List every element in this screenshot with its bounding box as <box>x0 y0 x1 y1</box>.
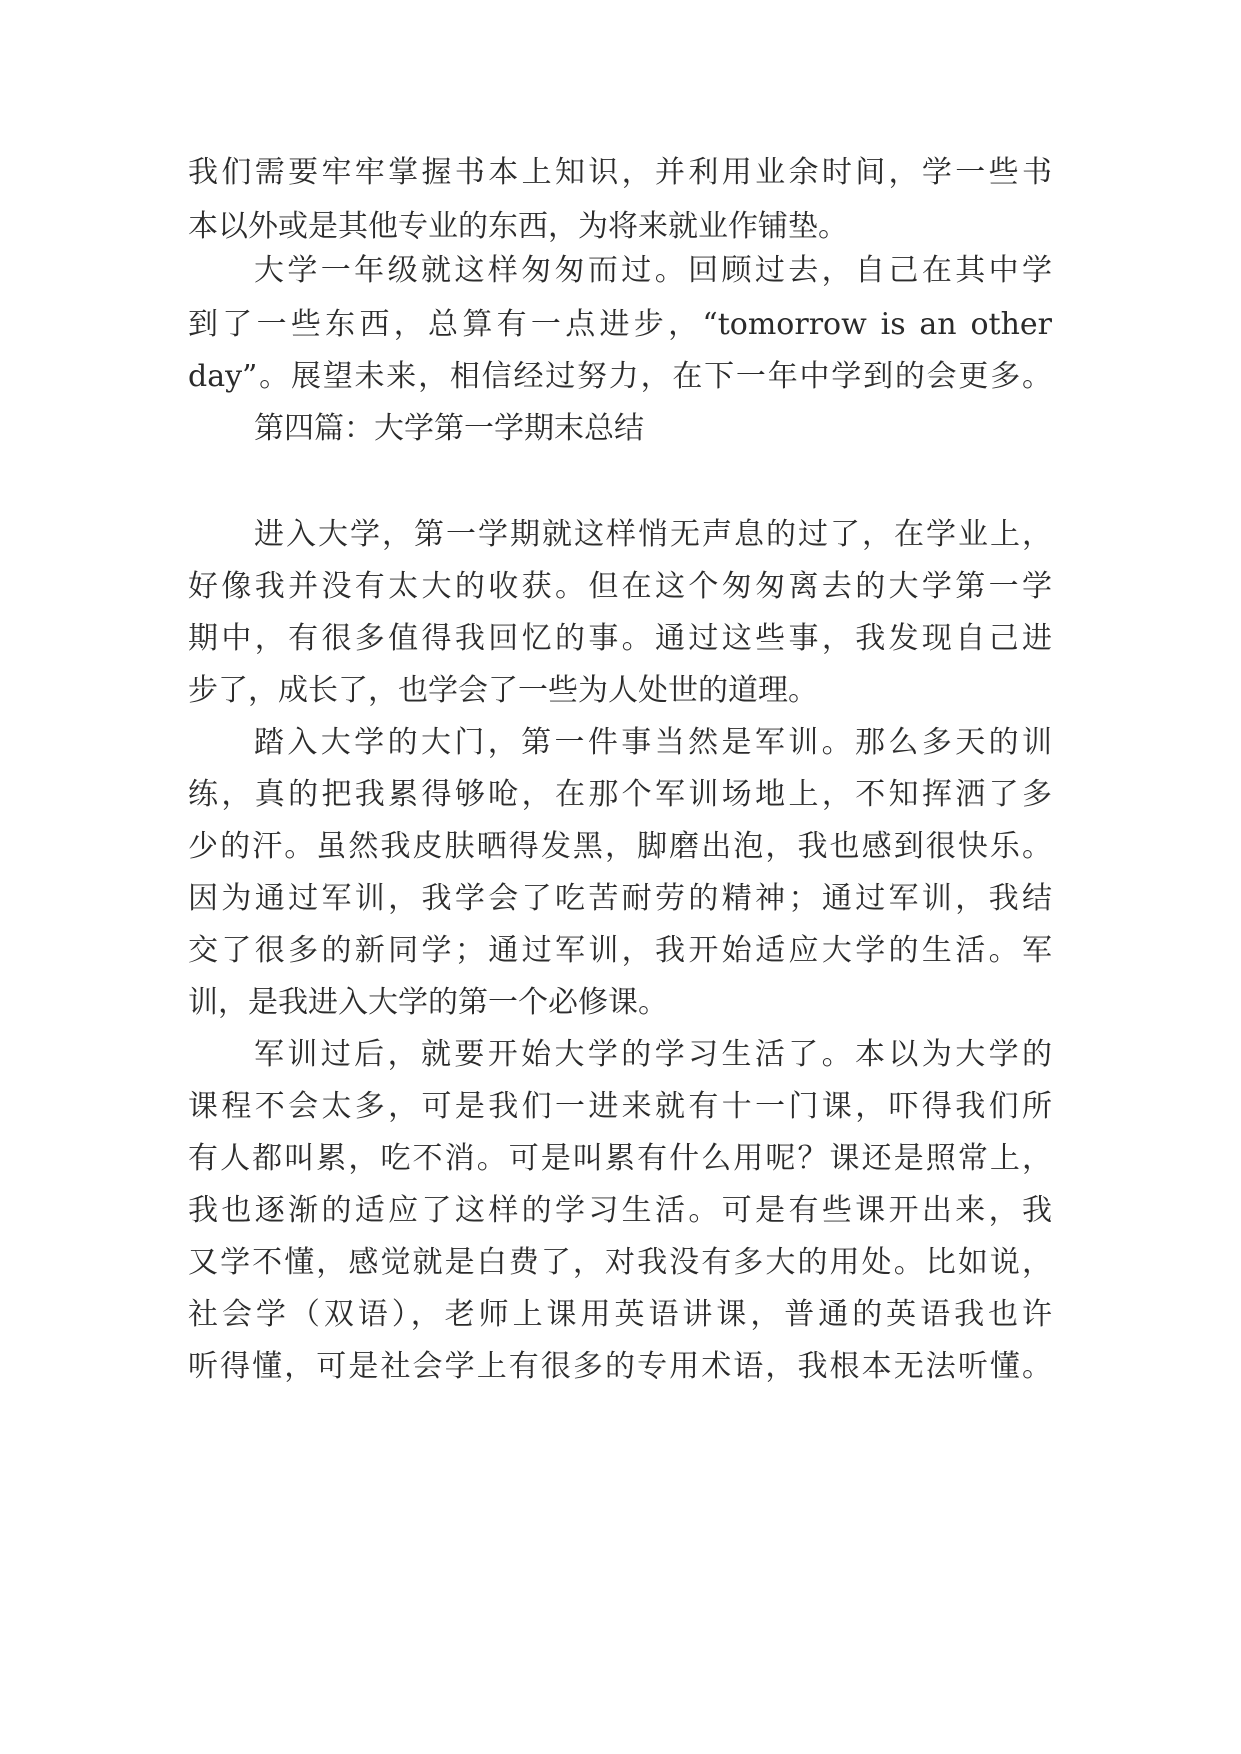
paragraph-first-line: 大学一年级就这样匆匆而过。回顾过去，自己在其中学 <box>254 253 1052 288</box>
text-line: 社会学（双语），老师上课用英语讲课，普通的英语我也许 <box>188 1297 1052 1332</box>
text-line: 因为通过军训，我学会了吃苦耐劳的精神；通过军训，我结 <box>188 881 1052 916</box>
text-line: 交了很多的新同学；通过军训，我开始适应大学的生活。军 <box>188 933 1052 968</box>
text-line: 期中，有很多值得我回忆的事。通过这些事，我发现自己进 <box>188 621 1052 656</box>
text-line: 练，真的把我累得够呛，在那个军训场地上，不知挥洒了多 <box>188 777 1052 812</box>
text-line: 到了一些东西，总算有一点进步，“tomorrow is an other <box>188 307 1052 342</box>
text-line: 步了，成长了，也学会了一些为人处世的道理。 <box>188 673 818 708</box>
text-line: 课程不会太多，可是我们一进来就有十一门课，吓得我们所 <box>188 1089 1052 1124</box>
text-line: 听得懂，可是社会学上有很多的专用术语，我根本无法听懂。 <box>188 1349 1052 1384</box>
text-line: 本以外或是其他专业的东西，为将来就业作铺垫。 <box>188 209 848 244</box>
paragraph-first-line: 军训过后，就要开始大学的学习生活了。本以为大学的 <box>254 1037 1052 1072</box>
text-line: 我们需要牢牢掌握书本上知识，并利用业余时间，学一些书 <box>188 155 1052 190</box>
text-line: day”。展望未来，相信经过努力，在下一年中学到的会更多。 <box>188 359 1052 394</box>
text-line: 好像我并没有太大的收获。但在这个匆匆离去的大学第一学 <box>188 569 1052 604</box>
text-line: 有人都叫累，吃不消。可是叫累有什么用呢？课还是照常上， <box>188 1141 1052 1176</box>
text-line: 训，是我进入大学的第一个必修课。 <box>188 985 668 1020</box>
text-line: 我也逐渐的适应了这样的学习生活。可是有些课开出来，我 <box>188 1193 1052 1228</box>
paragraph-first-line: 踏入大学的大门，第一件事当然是军训。那么多天的训 <box>254 725 1052 760</box>
paragraph-first-line: 进入大学，第一学期就这样悄无声息的过了，在学业上， <box>254 517 1052 552</box>
text-line: 少的汗。虽然我皮肤晒得发黑，脚磨出泡，我也感到很快乐。 <box>188 829 1052 864</box>
text-line: 又学不懂，感觉就是白费了，对我没有多大的用处。比如说， <box>188 1245 1052 1280</box>
section-heading: 第四篇：大学第一学期末总结 <box>254 411 644 446</box>
